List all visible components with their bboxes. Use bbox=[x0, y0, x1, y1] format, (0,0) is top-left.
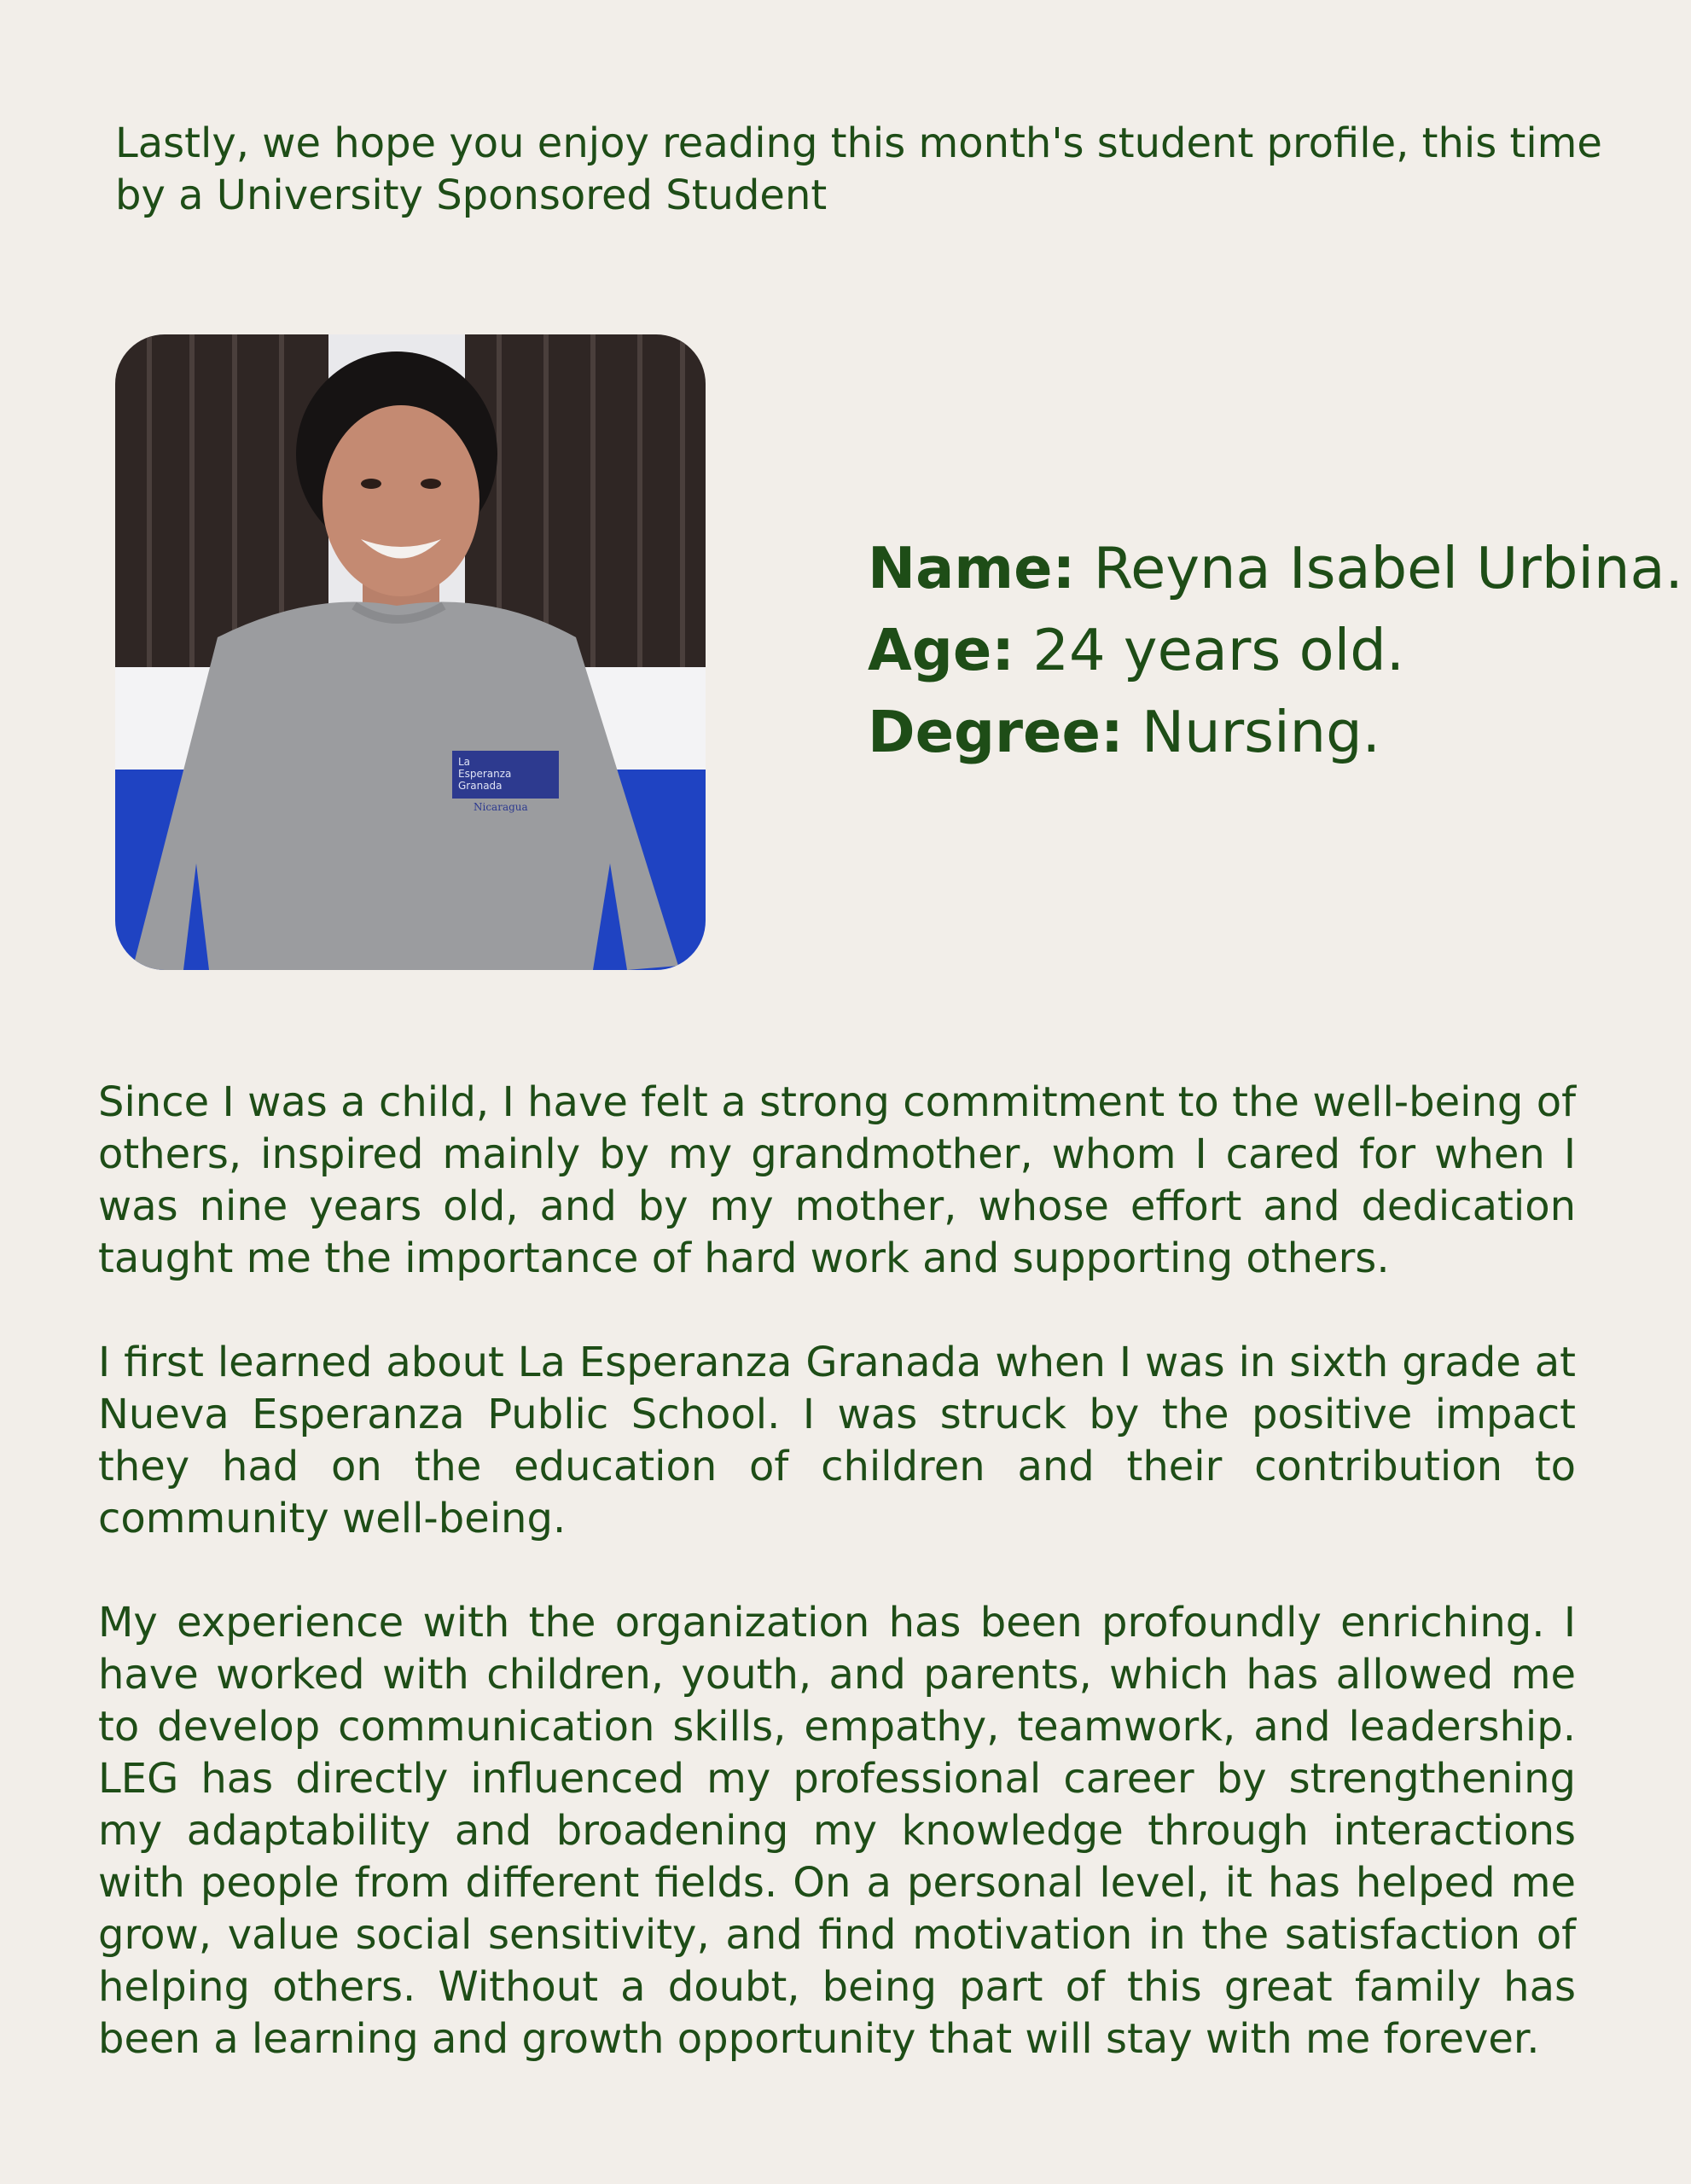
story-paragraph-2: I first learned about La Esperanza Granada when I was in sixth grade at Nueva Esperanza Public School. I was struck by the positive impact they had on the education of children and their contribution to community well-being. bbox=[98, 1339, 1576, 1542]
age-value: 24 years old. bbox=[1014, 617, 1405, 683]
story-paragraph-1: Since I was a child, I have felt a strong commitment to the well-being of others, inspired mainly by my grandmother, whom I cared for when I was nine years old, and by my mother, whose effort and dedication taught me the importance of hard work and supporting others. bbox=[98, 1078, 1576, 1282]
age-row bbox=[868, 609, 1683, 691]
profile-info bbox=[868, 527, 1683, 773]
degree-label: Degree: bbox=[868, 699, 1124, 765]
age-label: Age: bbox=[868, 617, 1015, 683]
degree-row bbox=[868, 691, 1683, 773]
student-photo bbox=[115, 334, 706, 970]
story-paragraph-3: My experience with the organization has been profoundly enriching. I have worked with children, youth, and parents, which has allowed me to develop communication skills, empathy, teamwork, and leadership. LEG has directly influenced my professional career by strengthening my adaptability and broadening my knowledge through interactions with people from different fields. On a personal level, it has helped me grow, value social sensitivity, and find motivation in the satisfaction of helping others. Without a doubt, being part of this great family has been a learning and growth opportunity that will stay with me forever. bbox=[98, 1599, 1576, 2063]
profile-story bbox=[98, 1077, 1576, 2065]
shirt-logo-line-4: Nicaragua bbox=[474, 801, 528, 813]
name-label: Name: bbox=[868, 535, 1076, 601]
degree-value: Nursing. bbox=[1123, 699, 1380, 765]
intro-text: Lastly, we hope you enjoy reading this month's student profile, this time by a University Sponsored Student bbox=[115, 119, 1602, 219]
name-value: Reyna Isabel Urbina. bbox=[1075, 535, 1683, 601]
shirt-logo-line-3: Granada bbox=[458, 780, 503, 792]
shirt-logo-line-2: Esperanza bbox=[458, 768, 512, 780]
name-row bbox=[868, 527, 1683, 609]
shirt-logo-line-1: La bbox=[458, 756, 471, 768]
